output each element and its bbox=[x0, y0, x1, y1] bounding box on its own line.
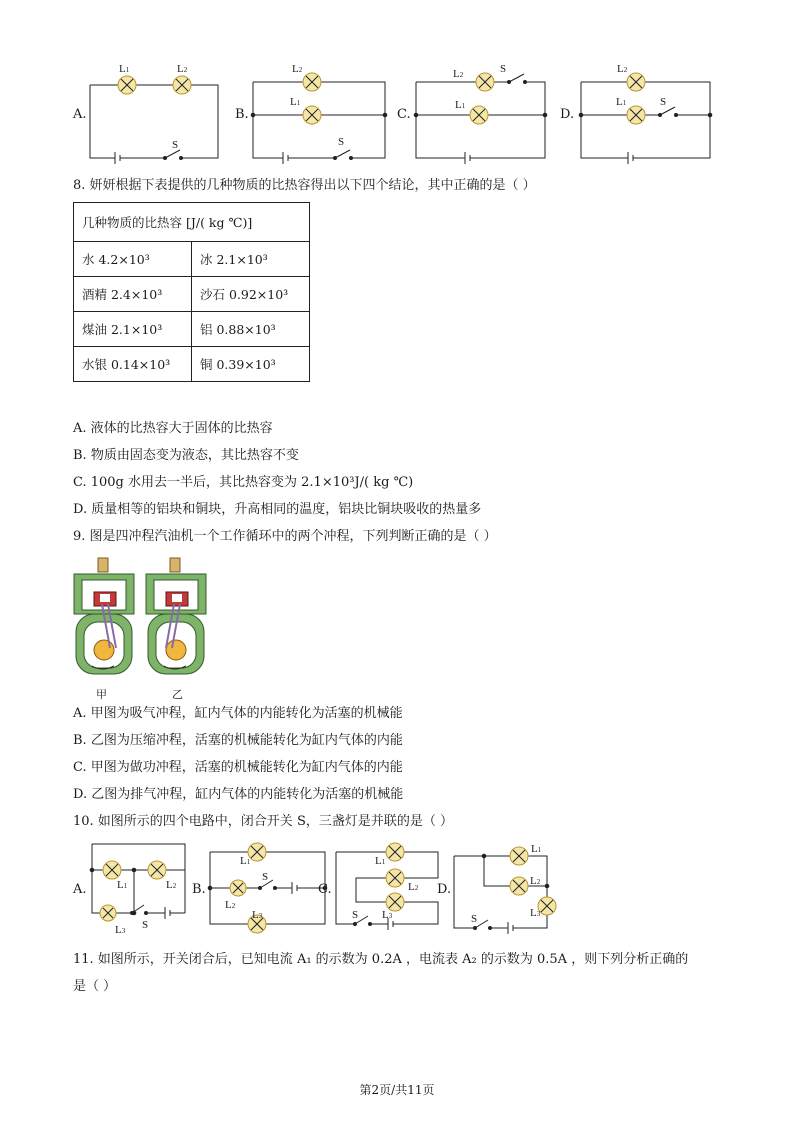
q10d-lamp1-icon bbox=[510, 847, 528, 865]
specific-heat-table bbox=[73, 202, 310, 382]
q10a-l2-label: L2 bbox=[166, 879, 177, 891]
page-number: 第2页/共11页 bbox=[359, 1083, 435, 1097]
q9-option-b: B. 乙图为压缩冲程，活塞的机械能转化为缸内气体的内能 bbox=[73, 733, 403, 748]
engine-diagram bbox=[70, 556, 220, 684]
q7b-l2-label: L2 bbox=[292, 63, 303, 75]
q10b-lamp2-icon bbox=[230, 880, 246, 896]
q10c-lamp2-icon bbox=[386, 869, 404, 887]
q7-circuit-a bbox=[90, 76, 218, 164]
q8-stem: 8. 妍妍根据下表提供的几种物质的比热容得出以下四个结论，其中正确的是（ ） bbox=[73, 178, 536, 193]
table-cell: 水 4.2×10³ bbox=[74, 242, 192, 277]
q10b-s-label: S bbox=[262, 871, 269, 883]
q7-option-a: A. bbox=[73, 107, 87, 122]
q10d-s-label: S bbox=[471, 913, 478, 925]
engine-jia-icon bbox=[74, 558, 134, 674]
q8-option-a: A. 液体的比热容大于固体的比热容 bbox=[73, 421, 273, 436]
q7-option-b: B. bbox=[235, 107, 249, 122]
q7a-lamp2-icon bbox=[173, 76, 191, 94]
table-cell: 沙石 0.92×10³ bbox=[192, 277, 310, 312]
q10d-l3-label: L3 bbox=[530, 907, 541, 919]
q7d-l2-label: L2 bbox=[617, 63, 628, 75]
q10-option-c: C. bbox=[318, 882, 332, 897]
q9-option-c: C. 甲图为做功冲程，活塞的机械能转化为缸内气体的内能 bbox=[73, 760, 403, 775]
q10-option-d: D. bbox=[437, 882, 452, 897]
q10c-lamp1-icon bbox=[386, 843, 404, 861]
q10b-l3-label: L3 bbox=[252, 909, 263, 921]
q7d-l1-label: L1 bbox=[616, 96, 627, 108]
q7c-s-label: S bbox=[500, 63, 507, 75]
q10d-lamp3-icon bbox=[538, 897, 556, 915]
q7d-s-label: S bbox=[660, 96, 667, 108]
q10b-lamp1-icon bbox=[248, 843, 266, 861]
engine-jia-caption: 甲 bbox=[96, 688, 107, 701]
q10-circuit-d bbox=[454, 847, 556, 934]
q10-stem: 10. 如图所示的四个电路中，闭合开关 S，三盏灯是并联的是（ ） bbox=[73, 814, 453, 829]
q9-option-d: D. 乙图为排气冲程，缸内气体的内能转化为活塞的机械能 bbox=[73, 787, 404, 802]
table-cell: 煤油 2.1×10³ bbox=[74, 312, 192, 347]
q10d-l2-label: L2 bbox=[530, 875, 541, 887]
q10a-l1-label: L1 bbox=[117, 879, 128, 891]
q7a-s-label: S bbox=[172, 139, 179, 151]
q7d-lamp2-icon bbox=[627, 73, 645, 91]
q10-option-b: B. bbox=[192, 882, 206, 897]
q7b-l1-label: L1 bbox=[290, 96, 301, 108]
q9-stem: 9. 图是四冲程汽油机一个工作循环中的两个冲程，下列判断正确的是（ ） bbox=[73, 529, 497, 544]
q7-option-d: D. bbox=[560, 107, 575, 122]
q10c-s-label: S bbox=[352, 909, 359, 921]
q10-circuit-b bbox=[208, 843, 327, 933]
q10a-lamp3-icon bbox=[100, 905, 116, 921]
q10a-lamp1-icon bbox=[103, 861, 121, 879]
table-row bbox=[74, 347, 310, 382]
q7c-lamp2-icon bbox=[476, 73, 494, 91]
q8-option-c: C. 100g 水用去一半后，其比热容变为 2.1×10³J/( kg ℃) bbox=[73, 475, 414, 490]
table-header: 几种物质的比热容 [J/( kg ℃)] bbox=[74, 203, 310, 242]
q10d-l1-label: L1 bbox=[531, 843, 542, 855]
q7-circuit-b bbox=[251, 73, 387, 164]
q7-circuit-d bbox=[579, 73, 712, 164]
q10d-lamp2-icon bbox=[510, 877, 528, 895]
table-row bbox=[74, 277, 310, 312]
table-cell: 水银 0.14×10³ bbox=[74, 347, 192, 382]
table-cell: 铜 0.39×10³ bbox=[192, 347, 310, 382]
table-cell: 酒精 2.4×10³ bbox=[74, 277, 192, 312]
q10c-l2-label: L2 bbox=[408, 881, 419, 893]
q10a-l3-label: L3 bbox=[115, 924, 126, 936]
q7-option-c: C. bbox=[397, 107, 411, 122]
q7d-lamp1-icon bbox=[627, 106, 645, 124]
q10b-l2-label: L2 bbox=[225, 899, 236, 911]
q7a-l2-label: L2 bbox=[177, 63, 188, 75]
q9-option-a: A. 甲图为吸气冲程，缸内气体的内能转化为活塞的机械能 bbox=[73, 706, 403, 721]
q10c-l3-label: L3 bbox=[382, 909, 393, 921]
q10a-lamp2-icon bbox=[148, 861, 166, 879]
q11-stem-line2: 是（ ） bbox=[73, 979, 117, 994]
q7b-s-label: S bbox=[338, 136, 345, 148]
q7c-l1-label: L1 bbox=[455, 99, 466, 111]
q7a-lamp1-icon bbox=[118, 76, 136, 94]
q10c-l1-label: L1 bbox=[375, 855, 386, 867]
q10-option-a: A. bbox=[73, 882, 87, 897]
q10a-s-label: S bbox=[142, 919, 149, 931]
q8-option-d: D. 质量相等的铝块和铜块，升高相同的温度，铝块比铜块吸收的热量多 bbox=[73, 502, 482, 517]
q11-stem-line1: 11. 如图所示，开关闭合后，已知电流 A₁ 的示数为 0.2A ，电流表 A₂ 的示数为 0.5A ，则下列分析正确的 bbox=[73, 952, 689, 967]
q8-option-b: B. 物质由固态变为液态，其比热容不变 bbox=[73, 448, 299, 463]
engine-yi-caption: 乙 bbox=[172, 688, 183, 701]
q7-circuit-c bbox=[414, 73, 547, 164]
table-cell: 铝 0.88×10³ bbox=[192, 312, 310, 347]
table-cell: 冰 2.1×10³ bbox=[192, 242, 310, 277]
q7a-l1-label: L1 bbox=[119, 63, 130, 75]
q7b-lamp1-icon bbox=[303, 106, 321, 124]
engine-yi-icon bbox=[146, 558, 206, 674]
q10b-l1-label: L1 bbox=[240, 855, 251, 867]
q7b-lamp2-icon bbox=[303, 73, 321, 91]
table-row bbox=[74, 242, 310, 277]
table-row bbox=[74, 312, 310, 347]
q7c-l2-label: L2 bbox=[453, 68, 464, 80]
q7c-lamp1-icon bbox=[470, 106, 488, 124]
